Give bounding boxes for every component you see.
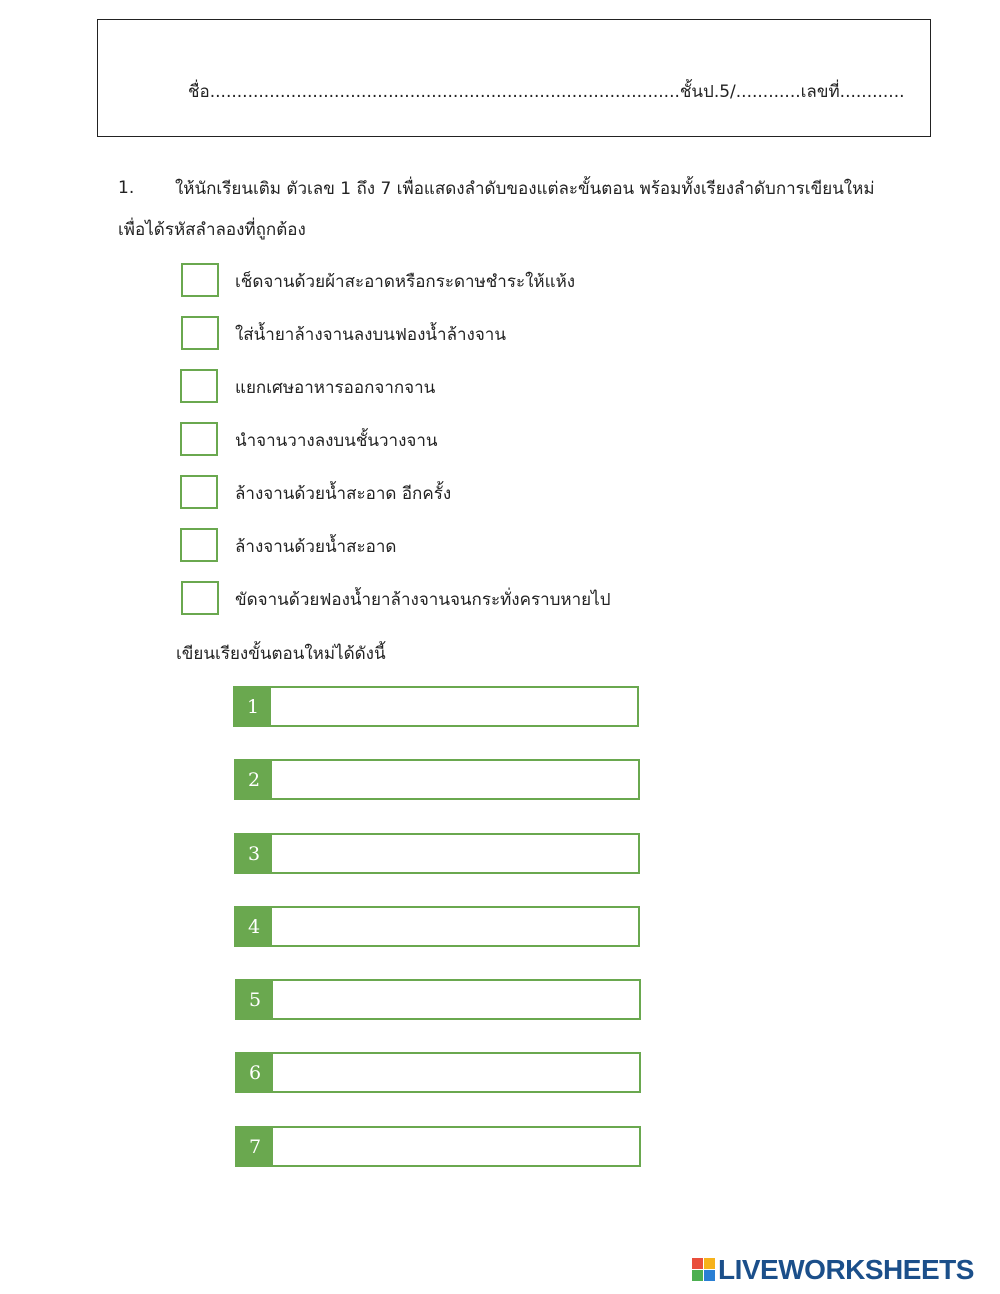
answer-input[interactable] <box>273 688 637 725</box>
answer-row <box>235 1126 641 1167</box>
answer-input[interactable] <box>275 1128 639 1165</box>
step-label: ใส่น้ำยาล้างจานลงบนฟองน้ำล้างจาน <box>235 325 506 345</box>
question-text-line1: ให้นักเรียนเติม ตัวเลข 1 ถึง 7 เพื่อแสดงลำดับของแต่ละขั้นตอน พร้อมทั้งเรียงลำดับการเขียนใหม่ <box>175 179 875 199</box>
step-label: แยกเศษอาหารออกจากจาน <box>235 378 436 398</box>
step-number-box[interactable] <box>180 528 218 562</box>
student-info-line: ชื่อ.......................................................................................ชั้นป.5/............เลขที่............ <box>188 82 905 102</box>
question-number: 1. <box>118 178 135 198</box>
answer-row <box>233 686 639 727</box>
answer-input[interactable] <box>275 981 639 1018</box>
step-number-box[interactable] <box>181 581 219 615</box>
step-label: ล้างจานด้วยน้ำสะอาด อีกครั้ง <box>235 484 452 504</box>
answer-row <box>234 833 640 874</box>
answer-input[interactable] <box>274 908 638 945</box>
answer-row <box>235 979 641 1020</box>
answer-input[interactable] <box>274 761 638 798</box>
answer-number-badge: 1 <box>235 688 271 725</box>
reorder-instruction: เขียนเรียงขั้นตอนใหม่ได้ดังนี้ <box>176 644 386 664</box>
answer-number-badge: 7 <box>237 1128 273 1165</box>
answer-number-badge: 3 <box>236 835 272 872</box>
answer-number-badge: 2 <box>236 761 272 798</box>
question-text-line2: เพื่อได้รหัสลำลองที่ถูกต้อง <box>118 220 306 240</box>
answer-row <box>234 759 640 800</box>
answer-row <box>235 1052 641 1093</box>
liveworksheets-logo-icon <box>692 1258 716 1282</box>
step-number-box[interactable] <box>180 475 218 509</box>
answer-input[interactable] <box>275 1054 639 1091</box>
step-number-box[interactable] <box>180 422 218 456</box>
answer-row <box>234 906 640 947</box>
step-number-box[interactable] <box>180 369 218 403</box>
step-number-box[interactable] <box>181 263 219 297</box>
step-label: ขัดจานด้วยฟองน้ำยาล้างจานจนกระทั่งคราบหายไป <box>235 590 611 610</box>
step-label: นำจานวางลงบนชั้นวางจาน <box>235 431 438 451</box>
answer-number-badge: 5 <box>237 981 273 1018</box>
step-label: ล้างจานด้วยน้ำสะอาด <box>235 537 397 557</box>
answer-number-badge: 4 <box>236 908 272 945</box>
step-label: เช็ดจานด้วยผ้าสะอาดหรือกระดาษชำระให้แห้ง <box>235 272 576 292</box>
liveworksheets-logo[interactable] <box>692 1254 974 1286</box>
logo-text: LIVEWORKSHEETS <box>718 1254 974 1285</box>
answer-input[interactable] <box>274 835 638 872</box>
student-info-box <box>97 19 931 137</box>
step-number-box[interactable] <box>181 316 219 350</box>
answer-number-badge: 6 <box>237 1054 273 1091</box>
